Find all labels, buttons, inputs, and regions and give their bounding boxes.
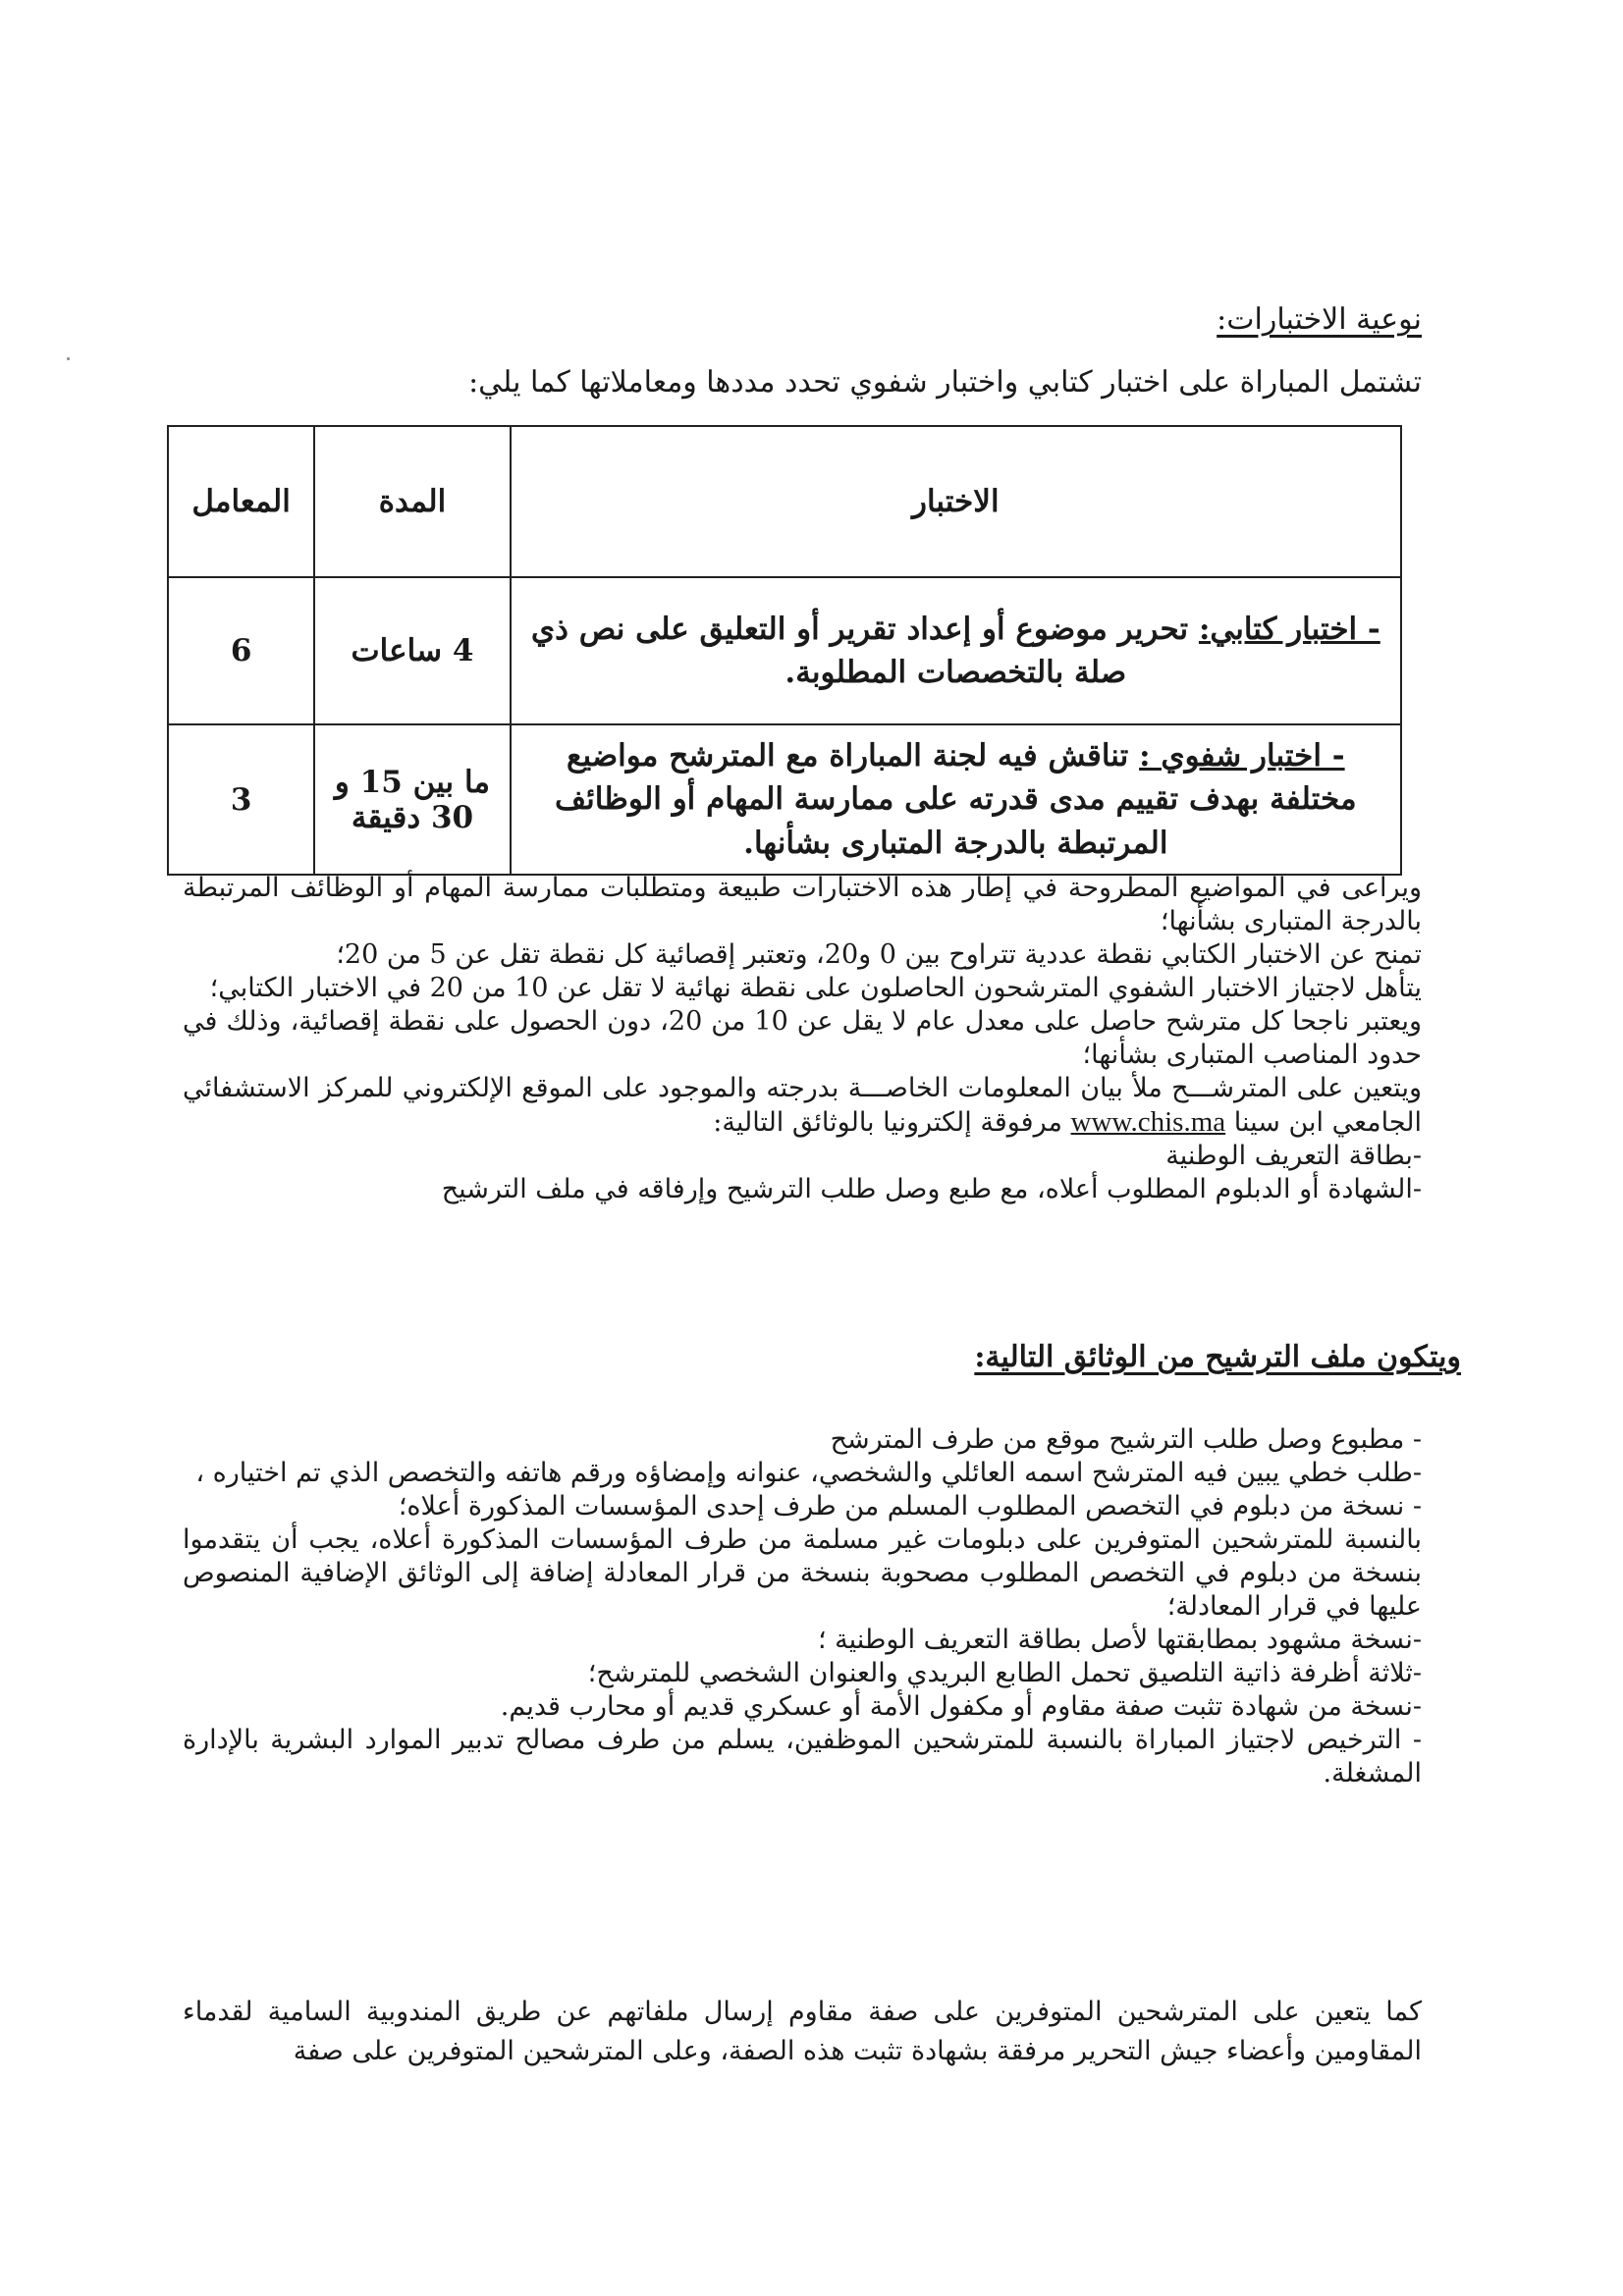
- list-item: - مطبوع وصل طلب الترشيح موقع من طرف المترشح: [830, 1424, 1422, 1455]
- paragraph-text: مرفوقة إلكترونيا بالوثائق التالية:: [713, 1107, 1062, 1138]
- list-item: -طلب خطي يبين فيه المترشح اسمه العائلي والشخصي، عنوانه وإمضاؤه ورقم هاتفه والتخصص الذي تم اختياره ،: [195, 1458, 1422, 1488]
- oral-test-cell: [511, 724, 1401, 875]
- paragraph: [183, 1072, 1422, 1140]
- written-test-duration: 4 ساعات: [314, 577, 510, 724]
- paragraph: ويعتبر ناجحا كل مترشح حاصل على معدل عام لا يقل عن 10 من 20، دون الحصول على نقطة إقصائية، وذلك في حدود المناصب المتبارى بشأنها؛: [183, 1006, 1423, 1070]
- oral-test-description: تناقش فيه لجنة المباراة مع المترشح مواضيع مختلفة بهدف تقييم مدى قدرته على ممارسة المهام أو الوظائف المرتبطة بالدرجة المتبارى بشأنها.: [555, 738, 1357, 861]
- paragraph: كما يتعين على المترشحين المتوفرين على صفة مقاوم إرسال ملفاتهم عن طريق المندوبية السامية لقدماء المقاومين وأعضاء جيش التحرير مرفقة بشهادة تثبت هذه الصفة، وعلى المترشحين المتوفرين على صفة: [183, 1997, 1422, 2066]
- website-link[interactable]: www.chis.ma: [1070, 1106, 1226, 1138]
- paragraph-text: ويتعين على المترشـــح ملأ بيان المعلومات الخاصـــة بدرجته والموجود على الموقع الإلكتروني للمركز الاستشفائي الجامعي ابن سينا: [183, 1073, 1422, 1138]
- docs-list: [183, 1423, 1422, 1790]
- table-header-row: [168, 426, 1401, 577]
- table-row: [168, 724, 1401, 875]
- body-text: [183, 872, 1422, 1206]
- tests-table: [167, 425, 1402, 876]
- oral-test-name: - اختبار شفوي :: [1139, 738, 1345, 774]
- written-test-cell: [511, 577, 1401, 724]
- list-item: بالنسبة للمترشحين المتوفرين على دبلومات غير مسلمة من طرف المؤسسات المذكورة أعلاه، يجب أن يتقدموا بنسخة من دبلوم في التخصص المطلوب مصحوبة بنسخة من قرار المعادلة إضافة إلى الوثائق الإضافية المنصوص عليها في قرار المعادلة؛: [183, 1524, 1422, 1622]
- oral-test-coefficient: 3: [168, 724, 314, 875]
- paragraph: ويراعى في المواضيع المطروحة في إطار هذه الاختبارات طبيعة ومتطلبات ممارسة المهام أو الوظائف المرتبطة بالدرجة المتبارى بشأنها؛: [183, 873, 1422, 936]
- list-item: - الترخيص لاجتياز المباراة بالنسبة للمترشحين الموظفين، يسلم من طرف مصالح تدبير الموارد البشرية بالإدارة المشغلة.: [183, 1725, 1422, 1789]
- oral-test-duration: ما بين 15 و 30 دقيقة: [314, 724, 510, 875]
- header-duration: المدة: [314, 426, 510, 577]
- list-item: -نسخة مشهود بمطابقتها لأصل بطاقة التعريف الوطنية ؛: [818, 1625, 1422, 1655]
- docs-title: ويتكون ملف الترشيح من الوثائق التالية:: [974, 1340, 1461, 1374]
- written-test-coefficient: 6: [168, 577, 314, 724]
- paragraph: يتأهل لاجتياز الاختبار الشفوي المترشحون الحاصلون على نقطة نهائية لا تقل عن 10 من 20 في الاختبار الكتابي؛: [209, 973, 1422, 1003]
- written-test-description: تحرير موضوع أو إعداد تقرير أو التعليق على نص ذي صلة بالتخصصات المطلوبة.: [530, 611, 1189, 690]
- table-row: [168, 577, 1401, 724]
- header-coefficient: المعامل: [168, 426, 314, 577]
- paragraph: -الشهادة أو الدبلوم المطلوب أعلاه، مع طبع وصل طلب الترشيح وإرفاقه في ملف الترشيح: [441, 1174, 1422, 1204]
- section-title: نوعية الاختبارات:: [1217, 302, 1422, 337]
- scan-speck: [67, 357, 70, 360]
- list-item: -ثلاثة أظرفة ذاتية التلصيق تحمل الطابع البريدي والعنوان الشخصي للمترشح؛: [587, 1658, 1422, 1688]
- header-test: الاختبار: [511, 426, 1401, 577]
- paragraph: -بطاقة التعريف الوطنية: [1165, 1141, 1422, 1171]
- list-item: -نسخة من شهادة تثبت صفة مقاوم أو مكفول الأمة أو عسكري قديم أو محارب قديم.: [500, 1691, 1422, 1722]
- closing-text: [183, 1993, 1422, 2071]
- paragraph: تمنح عن الاختبار الكتابي نقطة عددية تتراوح بين 0 و20، وتعتبر إقصائية كل نقطة تقل عن 5 من 20؛: [336, 939, 1422, 970]
- intro-text: تشتمل المباراة على اختبار كتابي واختبار شفوي تحدد مددها ومعاملاتها كما يلي:: [468, 365, 1422, 400]
- written-test-name: - اختبار كتابي:: [1198, 611, 1380, 647]
- list-item: - نسخة من دبلوم في التخصص المطلوب المسلم من طرف إحدى المؤسسات المذكورة أعلاه؛: [398, 1491, 1422, 1522]
